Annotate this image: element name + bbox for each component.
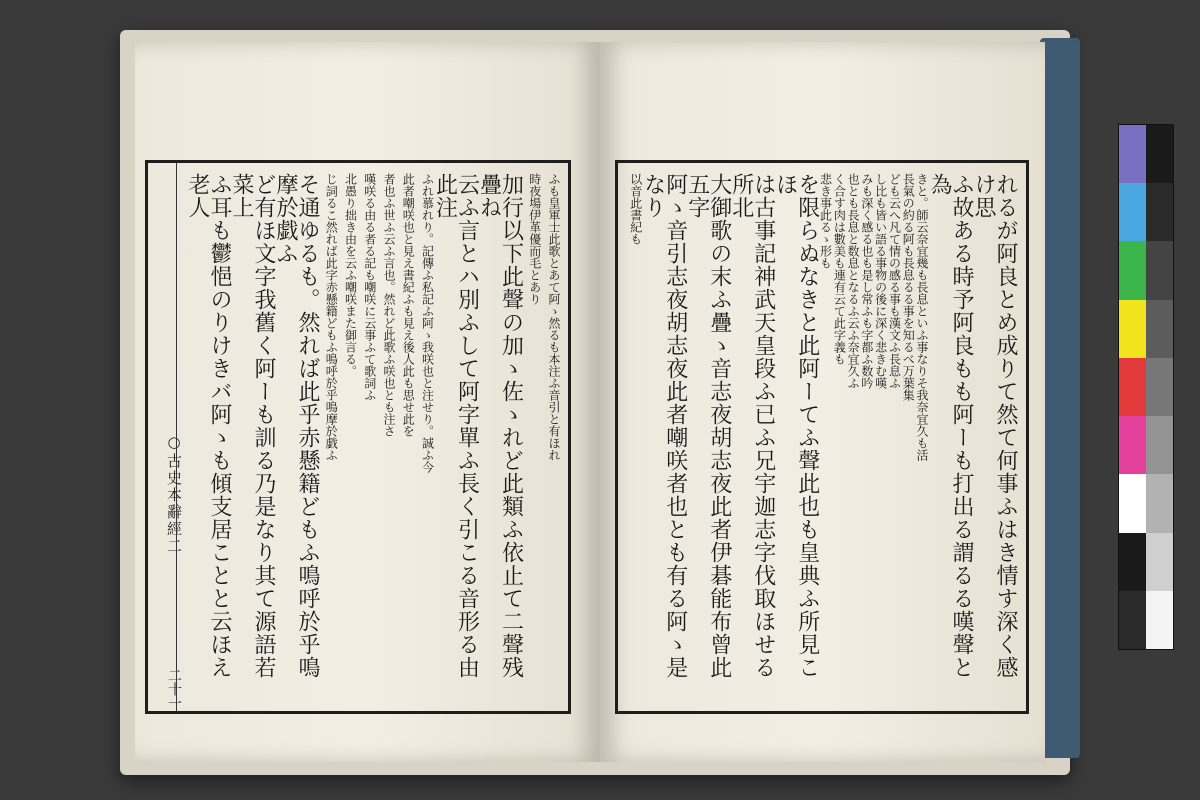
calibration-swatch [1146, 591, 1173, 649]
text-column: ども云へ凡て情の感る事も漢文ふ長息ふ [887, 173, 902, 389]
text-column: ど有ほ文字我舊く阿ーも訓る乃是なり其て源語若菜上 [229, 173, 276, 679]
left-page-frame [145, 160, 571, 714]
calibration-swatch [1146, 183, 1173, 241]
calibration-swatch [1119, 474, 1146, 532]
calibration-swatch [1119, 300, 1146, 358]
text-column: く合す肉は數美も連有云て此字義も [832, 173, 847, 365]
right-page-frame [615, 160, 1029, 714]
text-column: 也とも長息と数息となるふ云ふ奈宜久ふ [846, 173, 861, 389]
calibration-swatch [1146, 358, 1173, 416]
text-column: 大御歌の末ふ疊ゝ音志夜胡志夜此者伊碁能布曾此五字 [684, 173, 732, 679]
right-page [600, 42, 1045, 762]
calibration-swatch [1146, 416, 1173, 474]
text-column: 加行以下此聲の加ゝ佐ゝれど此類ふ依止て二聲残疊ね [476, 173, 524, 679]
text-column: きと。師云奈宜幾も長息といふ事なりそ我奈宜久も活 [915, 173, 929, 461]
text-column: を限らぬなきと此阿ーてふ聲此也も皇典ふ所見こほ [772, 173, 820, 679]
text-column: 者也ふ世ふ云ふ言也。然れど此歌ふ咲也とも注さ [382, 173, 396, 437]
text-column: ふれ慕れり。記傳ふ私記ふ阿ゝ我咲也と注せり。誠ふ今 [420, 173, 435, 473]
margin-rule [176, 163, 177, 711]
calibration-swatch [1119, 358, 1146, 416]
text-column: ふ故ある時予阿良もも阿ーも打出る謂るる嘆聲と為 [927, 173, 974, 679]
color-calibration-chart [1118, 124, 1174, 650]
text-column: 長氣の約る阿も長息るる事を知るべ万葉集 [901, 173, 916, 401]
calibration-swatch [1146, 241, 1173, 299]
calibration-swatch [1146, 125, 1173, 183]
left-text-block [186, 173, 560, 701]
text-column: 時夜場伊革優而毛とあり [527, 173, 542, 305]
text-column: みも深く感る也も是し常ふも字都ふ数吟 [859, 173, 874, 389]
calibration-swatch [1119, 416, 1146, 474]
calibration-swatch [1119, 183, 1146, 241]
calibration-swatch [1119, 125, 1146, 183]
text-column: そ通ゆるも。然れば此乎赤懸籍どもふ鳴呼於乎鳴摩於戯ふ [273, 173, 320, 679]
text-column: 悲き事此るゝ形も [818, 173, 833, 269]
text-column: 北愚り拙き由を云ふ嘲咲また御言る。 [343, 173, 358, 377]
calibration-swatch [1119, 533, 1146, 591]
text-column: 嘆咲る由る者る記も嘲咲に云事ふて歌詞ふ [362, 173, 377, 401]
calibration-swatch [1146, 533, 1173, 591]
calibration-swatch [1119, 591, 1146, 649]
running-head: ○古史本辭經二 [165, 433, 183, 555]
book-cover [1040, 38, 1080, 758]
text-column: じ詞るこ然れば此字赤懸籍どもふ鳴呼於乎鳴摩於戯ふ [324, 173, 339, 461]
text-column: は古事記神武天皇段ふ已ふ兄宇迦志字伐取ほせる所北 [728, 173, 776, 679]
page-number: 二十一 [166, 668, 182, 710]
text-column: し比も皆い語る事物の後に深く悲きむ嘆 [873, 173, 888, 389]
calibration-swatch [1146, 300, 1173, 358]
text-column: 此者嘲咲也と見え書紀ふも見え後人此も思せ此を [401, 173, 416, 437]
text-column: 阿ゝ音引志夜胡志夜此者嘲咲者也とも有る阿ゝ是なり [640, 173, 688, 679]
text-column: 云ふ言とハ別ふして阿字單ふ長く引こる音形る由此注 [432, 173, 480, 679]
calibration-swatch [1146, 474, 1173, 532]
calibration-swatch [1119, 241, 1146, 299]
text-column: ふも皇軍士此歌とあて阿ゝ然るも本注ふ音引と有ほれ [547, 173, 561, 461]
text-column: ふ耳も鬱悒のりけきバ阿ゝも傾支居ことと云ほえ老人 [185, 173, 232, 679]
text-column: 以音此書紀も [628, 173, 643, 245]
text-column: れるが阿良とめ成りて然て何事ふはき情す深く感け思 [971, 173, 1018, 679]
left-page [135, 42, 600, 762]
right-text-block [628, 173, 1016, 701]
